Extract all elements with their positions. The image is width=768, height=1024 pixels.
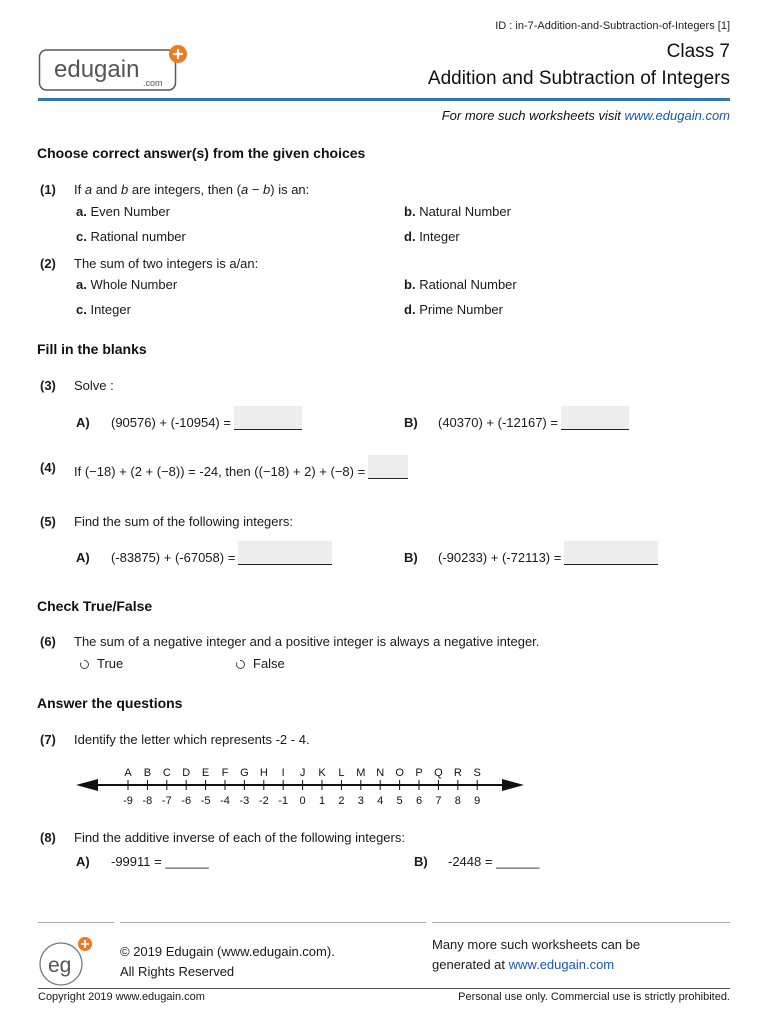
- tick-letter: R: [453, 767, 462, 779]
- visit-link[interactable]: www.edugain.com: [624, 108, 730, 123]
- tick-letter: K: [318, 767, 326, 779]
- tick-letter: S: [473, 767, 481, 779]
- visit-text: For more such worksheets visit: [441, 108, 621, 123]
- footer-copyright: © 2019 Edugain (www.edugain.com). All Rights Reserved: [120, 944, 335, 979]
- edugain-logo: [38, 44, 188, 94]
- svg-text:eg: eg: [48, 954, 72, 977]
- bottom-notice: Personal use only. Commercial use is strictly prohibited.: [458, 991, 730, 1003]
- tick-number: -4: [220, 795, 230, 807]
- tick-letter: O: [395, 767, 404, 779]
- q2-option-d[interactable]: d. Prime Number: [404, 302, 503, 317]
- q4-number: (4): [40, 460, 56, 475]
- logo-sub: .com: [143, 78, 163, 88]
- tick-number: -8: [142, 795, 153, 807]
- tick-number: -7: [161, 795, 172, 807]
- q5-part-b: B) (-90233) + (-72113) =: [404, 541, 658, 565]
- logo-text: edugain: [54, 56, 140, 83]
- footer-more: Many more such worksheets can be generated at www.edugain.com: [432, 937, 641, 972]
- tick-number: -3: [239, 795, 250, 807]
- q8-part-b: B) -2448 = ______: [414, 854, 540, 869]
- footer-divider: [120, 922, 426, 923]
- q5-text: Find the sum of the following integers:: [74, 514, 293, 529]
- q5-b-answer-blank[interactable]: [564, 541, 658, 565]
- q1-option-c[interactable]: c. Rational number: [76, 229, 186, 244]
- footer-divider: [432, 922, 730, 923]
- page-title: Addition and Subtraction of Integers: [427, 68, 730, 89]
- tick-number: 2: [338, 795, 345, 807]
- q1-option-b[interactable]: b. Natural Number: [404, 204, 511, 219]
- tick-number: -2: [258, 795, 269, 807]
- tick-number: 0: [299, 795, 306, 807]
- q2-option-c[interactable]: c. Integer: [76, 302, 131, 317]
- edugain-small-logo: [38, 936, 94, 988]
- q7-number: (7): [40, 732, 56, 747]
- q2-option-a[interactable]: a. Whole Number: [76, 277, 178, 292]
- tick-letter: J: [299, 767, 306, 779]
- q3-number: (3): [40, 378, 56, 393]
- tick-letter: P: [415, 767, 423, 779]
- section-truefalse: Check True/False: [37, 598, 153, 614]
- radio-icon[interactable]: [80, 660, 89, 669]
- tick-letter: D: [182, 767, 191, 779]
- q3-text: Solve :: [74, 378, 114, 393]
- tick-letter: B: [143, 767, 152, 779]
- q5-a-answer-blank[interactable]: [238, 541, 332, 565]
- q2-text: The sum of two integers is a/an:: [74, 256, 259, 271]
- section-mcq: Choose correct answer(s) from the given choices: [37, 145, 366, 161]
- q5-number: (5): [40, 514, 56, 529]
- tick-letter: C: [162, 767, 171, 779]
- bottom-copyright: Copyright 2019 www.edugain.com: [38, 991, 205, 1003]
- q3-b-answer-blank[interactable]: [561, 406, 629, 430]
- q6-number: (6): [40, 634, 56, 649]
- q2-option-b[interactable]: b. Rational Number: [404, 277, 517, 292]
- tick-letter: H: [259, 767, 268, 779]
- q8-b-expression[interactable]: -2448 = ______: [448, 854, 540, 869]
- tick-letter: L: [338, 767, 345, 779]
- tick-number: 3: [357, 795, 364, 807]
- q3-a-answer-blank[interactable]: [234, 406, 302, 430]
- tick-number: 8: [454, 795, 461, 807]
- tick-number: -6: [181, 795, 192, 807]
- q4-answer-blank[interactable]: [368, 455, 408, 479]
- number-line: [76, 760, 524, 810]
- tick-letter: E: [201, 767, 210, 779]
- radio-icon[interactable]: [236, 660, 245, 669]
- q3-part-b: B) (40370) + (-12167) =: [404, 406, 629, 430]
- q6-text: The sum of a negative integer and a positive integer is always a negative integer.: [74, 634, 540, 649]
- visit-line: [442, 108, 730, 123]
- arrow-left-icon: [76, 779, 98, 791]
- document-id: ID : in-7-Addition-and-Subtraction-of-Integers [1]: [495, 20, 730, 32]
- q7-text: Identify the letter which represents -2 - 4.: [74, 732, 310, 747]
- q1-option-a[interactable]: a. Even Number: [76, 204, 170, 219]
- section-fill: Fill in the blanks: [37, 341, 147, 357]
- q8-number: (8): [40, 830, 56, 845]
- class-label: Class 7: [666, 41, 730, 62]
- q8-a-expression[interactable]: -99911 = ______: [111, 854, 209, 869]
- q1-text: If a and b are integers, then (a − b) is an:: [74, 182, 310, 197]
- tick-letter: N: [376, 767, 385, 779]
- section-answer: Answer the questions: [37, 695, 183, 711]
- arrow-right-icon: [502, 779, 524, 791]
- tick-letter: I: [281, 767, 285, 779]
- header-divider: [38, 98, 730, 101]
- q6-option-true[interactable]: True: [80, 656, 123, 671]
- footer-divider: [38, 922, 114, 923]
- tick-number: -1: [278, 795, 289, 807]
- bottom-divider: [38, 988, 730, 989]
- footer-link[interactable]: www.edugain.com: [508, 957, 615, 972]
- tick-letter: F: [221, 767, 229, 779]
- q6-option-false[interactable]: False: [236, 656, 285, 671]
- tick-number: 7: [435, 795, 442, 807]
- q1-option-d[interactable]: d. Integer: [404, 229, 460, 244]
- tick-number: 5: [396, 795, 403, 807]
- q1-number: (1): [40, 182, 56, 197]
- tick-number: -5: [200, 795, 211, 807]
- q2-number: (2): [40, 256, 56, 271]
- tick-number: 9: [474, 795, 481, 807]
- q5-part-a: A) (-83875) + (-67058) =: [76, 541, 332, 565]
- tick-number: 1: [318, 795, 326, 807]
- tick-letter: A: [124, 767, 132, 779]
- q3-part-a: A) (90576) + (-10954) =: [76, 406, 302, 430]
- tick-number: 6: [415, 795, 423, 807]
- q8-part-a: A) -99911 = ______: [76, 854, 209, 869]
- tick-letter: M: [356, 767, 366, 779]
- tick-letter: Q: [434, 767, 443, 779]
- q4-text: If (−18) + (2 + (−8)) = -24, then ((−18) + 2) + (−8) =: [74, 455, 408, 479]
- tick-number: 4: [377, 795, 384, 807]
- tick-number: -9: [123, 795, 133, 807]
- q8-text: Find the additive inverse of each of the following integers:: [74, 830, 405, 845]
- tick-letter: G: [240, 767, 249, 779]
